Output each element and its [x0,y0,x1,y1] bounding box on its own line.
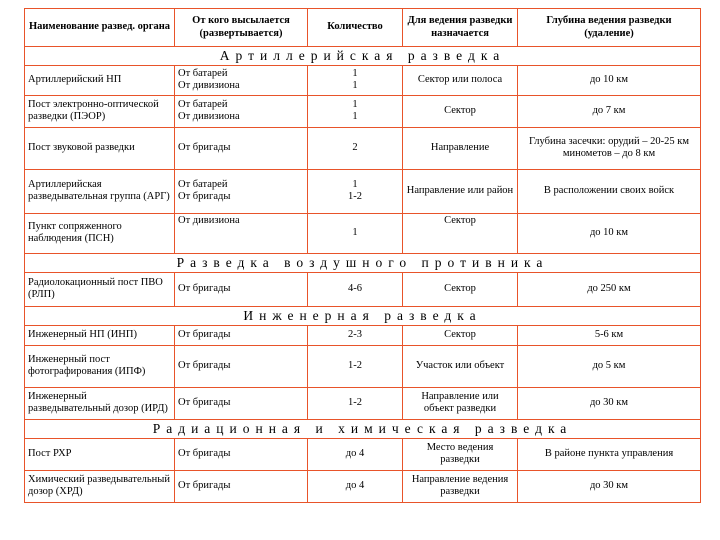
cell-purpose: Сектор [403,325,518,345]
cell-purpose: Направление или район [403,169,518,213]
cell-name: Инженерный пост фотографирования (ИПФ) [25,345,175,387]
cell-depth: до 30 км [518,470,701,502]
section-title: Артиллерийская разведка [25,47,701,66]
cell-depth: до 5 км [518,345,701,387]
cell-depth: Глубина засечки: орудий – 20-25 км минометов – до 8 км [518,127,701,169]
table-row [25,387,701,419]
cell-from-whom: От бригады [175,387,308,419]
cell-purpose: Направление [403,127,518,169]
cell-depth: до 7 км [518,95,701,127]
table-row [25,65,701,95]
reconnaissance-table [24,8,701,503]
table-row [25,438,701,470]
cell-quantity: 2 [308,127,403,169]
section-heading-row [25,306,701,325]
table-row [25,169,701,213]
cell-purpose: Участок или объект [403,345,518,387]
cell-purpose: Сектор [403,95,518,127]
section-heading-row [25,47,701,66]
header-from-whom: От кого высылается (развертывается) [175,9,308,47]
cell-from-whom: От дивизиона [175,213,308,253]
cell-purpose: Направление ведения разведки [403,470,518,502]
header-depth: Глубина ведения разведки (удаление) [518,9,701,47]
cell-from-whom: От бригады [175,325,308,345]
cell-depth: В районе пункта управления [518,438,701,470]
cell-purpose: Сектор или полоса [403,65,518,95]
table-row [25,95,701,127]
cell-from-whom: От бригады [175,272,308,306]
cell-depth: до 10 км [518,65,701,95]
cell-name: Пост РХР [25,438,175,470]
table-row [25,470,701,502]
cell-name: Пункт сопряженного наблюдения (ПСН) [25,213,175,253]
cell-depth: В расположении своих войск [518,169,701,213]
cell-from-whom: От батарей От бригады [175,169,308,213]
cell-name: Артиллерийская разведывательная группа (АРГ) [25,169,175,213]
table-row [25,213,701,253]
cell-quantity: 1-2 [308,345,403,387]
cell-from-whom: От бригады [175,345,308,387]
cell-depth: до 30 км [518,387,701,419]
section-title: Радиационная и химическая разведка [25,419,701,438]
cell-name: Инженерный НП (ИНП) [25,325,175,345]
cell-name: Артиллерийский НП [25,65,175,95]
cell-quantity: 2-3 [308,325,403,345]
cell-from-whom: От бригады [175,470,308,502]
cell-name: Радиолокационный пост ПВО (РЛП) [25,272,175,306]
cell-quantity: 1 1 [308,65,403,95]
cell-name: Инженерный разведывательный дозор (ИРД) [25,387,175,419]
section-title: Разведка воздушного противника [25,253,701,272]
table-row [25,272,701,306]
cell-quantity: 1 1-2 [308,169,403,213]
cell-name: Пост электронно-оптической разведки (ПЭОР) [25,95,175,127]
header-row [25,9,701,47]
cell-depth: до 250 км [518,272,701,306]
cell-quantity: 1-2 [308,387,403,419]
cell-quantity: до 4 [308,438,403,470]
cell-quantity: 1 1 [308,95,403,127]
section-title: Инженерная разведка [25,306,701,325]
cell-from-whom: От бригады [175,438,308,470]
cell-quantity: до 4 [308,470,403,502]
table-row [25,325,701,345]
cell-purpose: Место ведения разведки [403,438,518,470]
cell-name: Химический разведывательный дозор (ХРД) [25,470,175,502]
cell-from-whom: От батарей От дивизиона [175,65,308,95]
header-purpose: Для ведения разведки назначается [403,9,518,47]
cell-purpose: Сектор [403,272,518,306]
cell-from-whom: От бригады [175,127,308,169]
cell-depth: 5-6 км [518,325,701,345]
table-row [25,127,701,169]
cell-from-whom: От батарей От дивизиона [175,95,308,127]
cell-quantity: 4-6 [308,272,403,306]
cell-quantity: 1 [308,213,403,253]
table-row [25,345,701,387]
cell-purpose: Сектор [403,213,518,253]
section-heading-row [25,419,701,438]
header-quantity: Количество [308,9,403,47]
cell-depth: до 10 км [518,213,701,253]
cell-purpose: Направление или объект разведки [403,387,518,419]
cell-name: Пост звуковой разведки [25,127,175,169]
section-heading-row [25,253,701,272]
header-name: Наименование развед. органа [25,9,175,47]
